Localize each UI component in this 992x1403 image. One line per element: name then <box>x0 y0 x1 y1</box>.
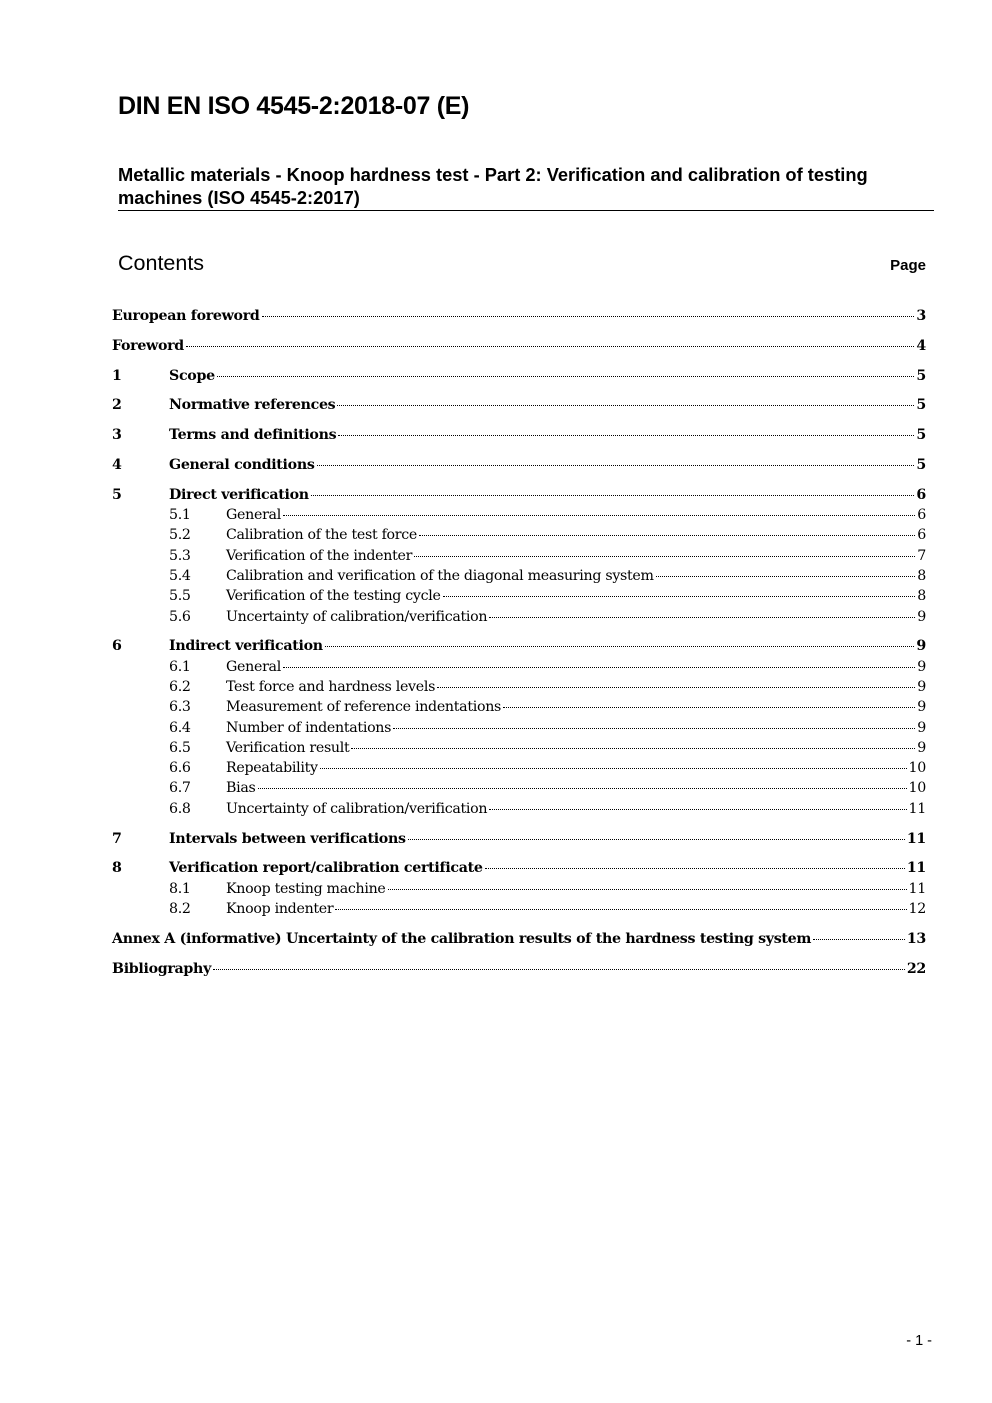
toc-entry[interactable] <box>112 720 926 740</box>
toc-dot-leader <box>489 617 915 618</box>
toc-dot-leader <box>388 889 907 890</box>
toc-entry[interactable] <box>112 609 926 629</box>
toc-dot-leader <box>338 435 914 436</box>
toc-entry-page: 6 <box>917 527 926 544</box>
toc-entry-title: General conditions <box>169 456 315 473</box>
toc-entry[interactable] <box>112 487 926 507</box>
toc-dot-leader <box>335 909 906 910</box>
toc-entry-title: Verification of the indenter <box>226 547 413 564</box>
toc-entry-number: 5.3 <box>169 547 191 564</box>
toc-entry-title: Knoop indenter <box>226 900 334 917</box>
toc-entry[interactable] <box>112 568 926 588</box>
toc-entry[interactable] <box>112 659 926 679</box>
toc-entry[interactable] <box>112 760 926 780</box>
toc-dot-leader <box>311 495 915 496</box>
toc-entry-title: Normative references <box>169 397 336 414</box>
toc-entry[interactable] <box>112 780 926 800</box>
toc-entry-number: 5.5 <box>169 588 191 605</box>
toc-entry-number: 8.1 <box>169 880 191 897</box>
document-subtitle: Metallic materials - Knoop hardness test - Part 2: Verification and calibration of testing machines (ISO 4545-2:2017) <box>118 164 868 208</box>
toc-entry-number: 5.4 <box>169 567 191 584</box>
table-of-contents <box>112 308 926 981</box>
toc-entry-page: 9 <box>917 658 926 675</box>
toc-entry-number: 5.1 <box>169 507 191 524</box>
toc-entry-title: General <box>226 658 281 675</box>
toc-entry[interactable] <box>112 457 926 477</box>
toc-entry-number: 4 <box>112 456 122 473</box>
toc-entry[interactable] <box>112 679 926 699</box>
toc-entry-page: 5 <box>916 427 926 444</box>
toc-entry-title: Calibration of the test force <box>226 527 417 544</box>
toc-entry[interactable] <box>112 338 926 358</box>
toc-dot-leader <box>186 346 914 347</box>
toc-entry-number: 3 <box>112 427 122 444</box>
toc-dot-leader <box>414 556 915 557</box>
toc-dot-leader <box>656 576 916 577</box>
toc-entry[interactable] <box>112 527 926 547</box>
toc-dot-leader <box>217 376 915 377</box>
toc-entry[interactable] <box>112 548 926 568</box>
toc-entry-page: 10 <box>908 760 926 777</box>
toc-entry-page: 9 <box>917 699 926 716</box>
toc-entry[interactable] <box>112 740 926 760</box>
toc-entry-page: 13 <box>906 930 926 947</box>
toc-entry-title: Uncertainty of calibration/verification <box>226 800 488 817</box>
toc-entry-title: Intervals between verifications <box>169 830 406 847</box>
toc-dot-leader <box>320 768 907 769</box>
toc-entry-number: 7 <box>112 830 122 847</box>
toc-dot-leader <box>262 316 915 317</box>
toc-entry-title: Foreword <box>112 337 184 354</box>
toc-entry[interactable] <box>112 699 926 719</box>
toc-entry-number: 6.1 <box>169 658 191 675</box>
toc-entry-number: 8.2 <box>169 900 191 917</box>
toc-entry-page: 5 <box>916 367 926 384</box>
toc-entry-page: 11 <box>906 830 926 847</box>
toc-dot-leader <box>351 748 915 749</box>
toc-entry[interactable] <box>112 308 926 328</box>
toc-dot-leader <box>283 667 915 668</box>
toc-entry-page: 10 <box>908 780 926 797</box>
toc-dot-leader <box>317 465 915 466</box>
document-standard-id: DIN EN ISO 4545-2:2018-07 (E) <box>118 92 470 120</box>
toc-dot-leader <box>393 728 915 729</box>
toc-entry-page: 6 <box>917 507 926 524</box>
toc-entry-page: 7 <box>917 547 926 564</box>
toc-entry[interactable] <box>112 901 926 921</box>
toc-entry-page: 12 <box>908 900 926 917</box>
toc-entry-page: 6 <box>916 486 926 503</box>
toc-dot-leader <box>258 788 907 789</box>
toc-entry-title: European foreword <box>112 308 260 324</box>
toc-entry[interactable] <box>112 638 926 658</box>
toc-entry-title: Annex A (informative) Uncertainty of the calibration results of the hardness testing system <box>112 930 812 947</box>
toc-dot-leader <box>813 939 905 940</box>
toc-dot-leader <box>419 535 915 536</box>
toc-entry-page: 11 <box>908 800 926 817</box>
toc-entry-page: 9 <box>917 739 926 756</box>
toc-entry[interactable] <box>112 801 926 821</box>
toc-entry-title: Repeatability <box>226 760 318 777</box>
toc-entry[interactable] <box>112 507 926 527</box>
contents-heading: Contents <box>118 251 205 275</box>
toc-entry-number: 5.6 <box>169 608 191 625</box>
toc-dot-leader <box>325 646 915 647</box>
toc-entry-page: 5 <box>916 456 926 473</box>
toc-dot-leader <box>337 405 914 406</box>
toc-entry-page: 22 <box>906 960 926 977</box>
toc-entry-number: 6.8 <box>169 800 191 817</box>
toc-entry-page: 9 <box>917 608 926 625</box>
toc-entry-number: 6.5 <box>169 739 191 756</box>
toc-entry-title: Scope <box>169 367 215 384</box>
toc-entry-page: 9 <box>916 638 926 655</box>
toc-entry-title: Bias <box>226 780 256 797</box>
toc-entry-number: 5 <box>112 486 122 503</box>
title-divider <box>118 210 934 211</box>
toc-entry-number: 2 <box>112 397 122 414</box>
toc-entry-page: 4 <box>916 337 926 354</box>
toc-entry-title: General <box>226 507 281 524</box>
toc-entry-title: Direct verification <box>169 486 309 503</box>
toc-entry[interactable] <box>112 860 926 880</box>
toc-entry-number: 6.3 <box>169 699 191 716</box>
toc-entry-number: 6.7 <box>169 780 191 797</box>
toc-entry[interactable] <box>112 831 926 851</box>
toc-entry-number: 1 <box>112 367 122 384</box>
toc-dot-leader <box>437 687 915 688</box>
toc-entry-title: Test force and hardness levels <box>226 678 436 695</box>
page-number: - 1 - <box>906 1333 932 1349</box>
toc-entry[interactable] <box>112 881 926 901</box>
toc-entry-title: Uncertainty of calibration/verification <box>226 608 488 625</box>
page-column-heading: Page <box>890 257 926 274</box>
toc-entry-page: 5 <box>916 397 926 414</box>
toc-entry-number: 6.6 <box>169 760 191 777</box>
toc-entry-page: 11 <box>906 860 926 877</box>
toc-entry[interactable] <box>112 588 926 608</box>
toc-dot-leader <box>489 809 906 810</box>
toc-entry-number: 5.2 <box>169 527 191 544</box>
toc-entry-number: 6 <box>112 638 122 655</box>
toc-entry-title: Verification report/calibration certificate <box>169 860 483 877</box>
toc-entry-title: Knoop testing machine <box>226 880 386 897</box>
toc-entry[interactable] <box>112 397 926 417</box>
toc-entry-title: Terms and definitions <box>169 427 337 444</box>
toc-entry-number: 6.4 <box>169 719 191 736</box>
toc-entry[interactable] <box>112 931 926 951</box>
toc-entry[interactable] <box>112 961 926 981</box>
toc-dot-leader <box>443 596 916 597</box>
toc-entry-title: Verification of the testing cycle <box>226 588 441 605</box>
toc-entry-page: 11 <box>908 880 926 897</box>
toc-entry-page: 9 <box>917 719 926 736</box>
toc-entry-title: Verification result <box>226 739 350 756</box>
toc-entry-page: 3 <box>916 308 926 324</box>
toc-dot-leader <box>485 868 905 869</box>
toc-entry-page: 8 <box>917 588 926 605</box>
toc-dot-leader <box>213 969 905 970</box>
toc-dot-leader <box>408 839 905 840</box>
toc-entry-page: 8 <box>917 567 926 584</box>
toc-dot-leader <box>503 707 915 708</box>
toc-entry-number: 8 <box>112 860 122 877</box>
toc-entry-title: Measurement of reference indentations <box>226 699 502 716</box>
toc-entry-number: 6.2 <box>169 678 191 695</box>
toc-entry-page: 9 <box>917 678 926 695</box>
toc-entry[interactable] <box>112 427 926 447</box>
toc-dot-leader <box>283 515 915 516</box>
toc-entry[interactable] <box>112 368 926 388</box>
toc-entry-title: Calibration and verification of the diagonal measuring system <box>226 567 654 584</box>
toc-entry-title: Bibliography <box>112 960 212 977</box>
toc-entry-title: Indirect verification <box>169 638 323 655</box>
toc-entry-title: Number of indentations <box>226 719 392 736</box>
